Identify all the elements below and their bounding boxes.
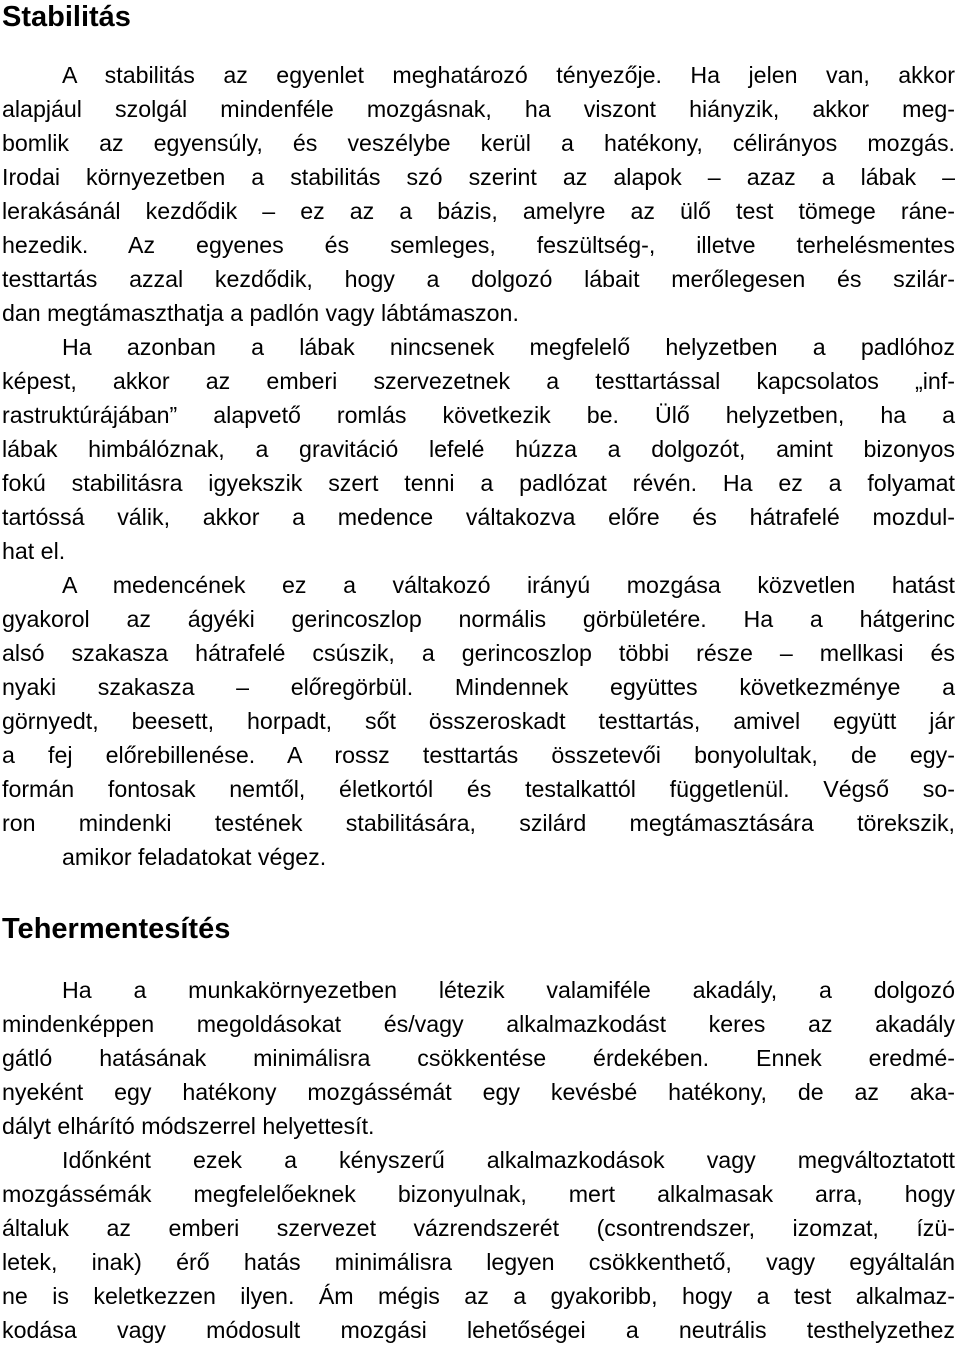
- text-line: ron mindenki testének stabilitására, szilárd megtámasztására törekszik,: [2, 810, 955, 836]
- text-line: gyakorol az ágyéki gerincoszlop normális görbületére. Ha a hátgerinc: [2, 606, 955, 632]
- text-line: hezedik. Az egyenes és semleges, feszültség-, illetve terhelésmentes: [2, 232, 955, 258]
- text-line: fokú stabilitásra igyekszik szert tenni a padlózat révén. Ha ez a folyamat: [2, 470, 955, 496]
- text-line: alapjául szolgál mindenféle mozgásnak, ha viszont hiányzik, akkor meg-: [2, 96, 955, 122]
- text-line: letek, inak) érő hatás minimálisra legyen csökkenthető, vagy egyáltalán: [2, 1249, 955, 1275]
- text-line: alsó szakasza hátrafelé csúszik, a gerincoszlop többi része – mellkasi és: [2, 640, 955, 666]
- text-line: a fej előrebillenése. A rossz testtartás összetevői bonyolultak, de egy-: [2, 742, 955, 768]
- text-line: dályt elhárító módszerrel helyettesít.: [2, 1113, 375, 1139]
- text-line: bomlik az egyensúly, és veszélybe kerül a hatékony, célirányos mozgás.: [2, 130, 955, 156]
- text-line: görnyedt, beesett, horpadt, sőt összeroskadt testtartás, amivel együtt jár: [2, 708, 955, 734]
- text-line: A medencének ez a váltakozó irányú mozgása közvetlen hatást: [62, 572, 955, 598]
- text-line: kodása vagy módosult mozgási lehetőségei a neutrális testhelyzethez: [2, 1317, 955, 1343]
- text-line: általuk az emberi szervezet vázrendszerét (csontrendszer, izomzat, ízü-: [2, 1215, 955, 1241]
- text-line: rastruktúrájában” alapvető romlás következik be. Ülő helyzetben, ha a: [2, 402, 955, 428]
- text-line: lábak himbálóznak, a gravitáció lefelé húzza a dolgozót, amint bizonyos: [2, 436, 955, 462]
- text-line: testtartás azzal kezdődik, hogy a dolgozó lábait merőlegesen és szilár-: [2, 266, 955, 292]
- text-line: Időnként ezek a kényszerű alkalmazkodások vagy megváltoztatott: [62, 1147, 955, 1173]
- text-line: formán fontosak nemtől, életkortól és testalkattól függetlenül. Végső so-: [2, 776, 955, 802]
- text-line: mindenképpen megoldásokat és/vagy alkalmazkodást keres az akadály: [2, 1011, 955, 1037]
- section-title-stabilitas: Stabilitás: [2, 1, 131, 33]
- text-line: Ha a munkakörnyezetben létezik valamiféle akadály, a dolgozó: [62, 977, 955, 1003]
- text-line: Ha azonban a lábak nincsenek megfelelő helyzetben a padlóhoz: [62, 334, 955, 360]
- text-line: dan megtámaszthatja a padlón vagy lábtámaszon.: [2, 300, 519, 326]
- text-line: Irodai környezetben a stabilitás szó szerint az alapok – azaz a lábak –: [2, 164, 955, 190]
- text-line: ne is keletkezzen ilyen. Ám mégis az a gyakoribb, hogy a test alkalmaz-: [2, 1283, 955, 1309]
- text-line: gátló hatásának minimálisra csökkentése érdekében. Ennek eredmé-: [2, 1045, 955, 1071]
- text-line: A stabilitás az egyenlet meghatározó tényezője. Ha jelen van, akkor: [62, 62, 955, 88]
- text-line: nyeként egy hatékony mozgássémát egy kevésbé hatékony, de az aka-: [2, 1079, 955, 1105]
- text-line: lerakásánál kezdődik – ez az a bázis, amelyre az ülő test tömege ráne-: [2, 198, 955, 224]
- text-line: amikor feladatokat végez.: [62, 844, 327, 870]
- text-line: tartóssá válik, akkor a medence váltakozva előre és hátrafelé mozdul-: [2, 504, 955, 530]
- text-line: képest, akkor az emberi szervezetnek a testtartással kapcsolatos „inf-: [2, 368, 955, 394]
- section-title-tehermentesites: Tehermentesítés: [2, 913, 231, 945]
- text-line: nyaki szakasza – előregörbül. Mindennek együttes következménye a: [2, 674, 955, 700]
- text-line: mozgássémák megfelelőeknek bizonyulnak, mert alkalmasak arra, hogy: [2, 1181, 955, 1207]
- text-line: hat el.: [2, 538, 66, 564]
